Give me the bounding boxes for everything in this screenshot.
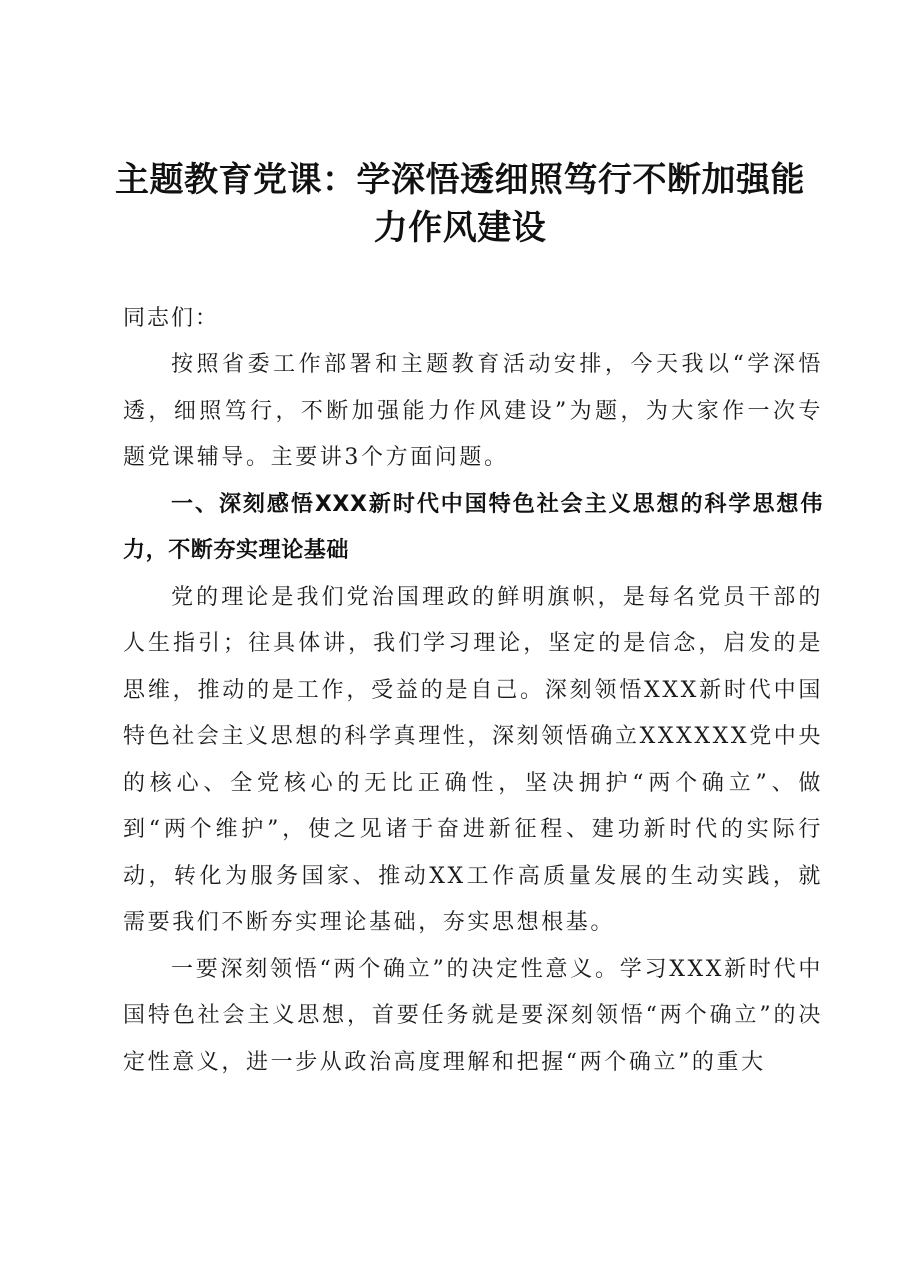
document-body: [123, 342, 823, 1086]
body-paragraph: 一要深刻领悟“两个确立”的决定性意义。学习XXX新时代中国特色社会主义思想，首要任务就是要深刻领悟“两个确立”的决定性意义，进一步从政治高度理解和把握“两个确立”的重大: [123, 956, 823, 1075]
body-paragraph: 党的理论是我们党治国理政的鲜明旗帜，是每名党员干部的人生指引；往具体讲，我们学习理论，坚定的是信念，启发的是思维，推动的是工作，受益的是自己。深刻领悟XXX新时代中国特色社会主义思想的科学真理性，深刻领悟确立XXXXXX党中央的核心、全党核心的无比正确性，坚决拥护“两个确立”、做到“两个维护”，使之见诸于奋进新征程、建功新时代的实际行动，转化为服务国家、推动XX工作高质量发展的生动实践，就需要我们不断夯实理论基础，夯实思想根基。: [123, 584, 823, 935]
section-heading-1: 一、深刻感悟XXX新时代中国特色社会主义思想的科学思想伟力，不断夯实理论基础: [123, 491, 823, 563]
document-title: 主题教育党课：学深悟透细照笃行不断加强能力作风建设: [115, 160, 805, 248]
intro-paragraph: 按照省委工作部署和主题教育活动安排，今天我以“学深悟透，细照笃行，不断加强能力作风建设”为题，为大家作一次专题党课辅导。主要讲3个方面问题。: [123, 352, 823, 470]
salutation: 同志们：: [123, 306, 220, 331]
